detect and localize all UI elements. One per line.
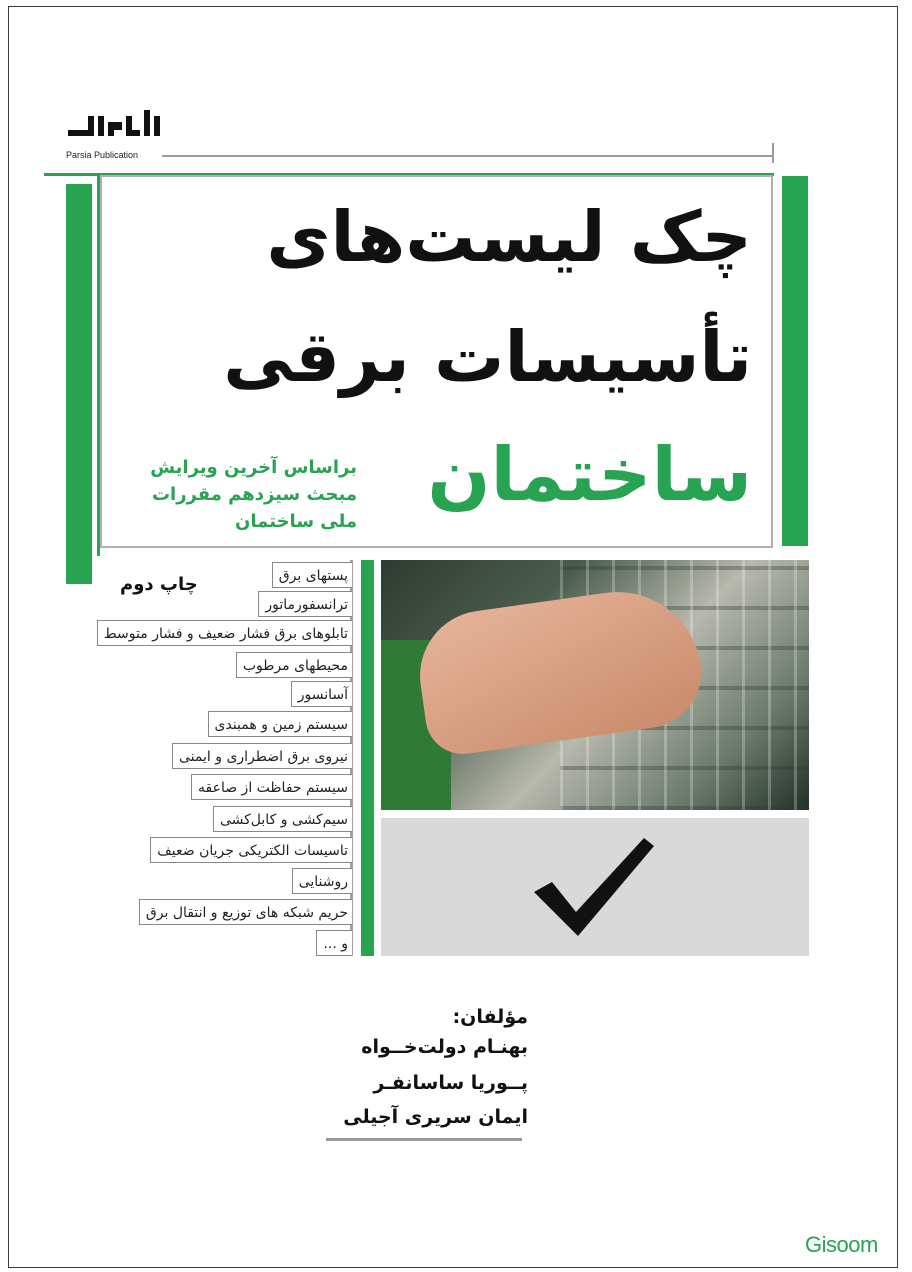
topic-tag: سیم‌کشی و کابل‌کشی <box>213 806 352 832</box>
edition-label: چاپ دوم <box>120 574 198 595</box>
author-name: ایمان سریری آجیلی <box>343 1106 528 1128</box>
subtitle-line: ملی ساختمان <box>235 511 357 532</box>
checkmark-icon <box>520 832 660 942</box>
author-name: بهنـام دولت‌خــواه <box>361 1036 528 1058</box>
topic-tag: و ... <box>316 930 352 956</box>
topic-tag: حریم شبکه های توزیع و انتقال برق <box>139 899 352 925</box>
topic-tag: سیستم حفاظت از صاعقه <box>191 774 352 800</box>
green-bar-mid <box>361 560 374 956</box>
topic-tag: آسانسور <box>291 681 352 707</box>
topic-tag: سیستم زمین و همبندی <box>208 711 352 737</box>
topic-tag: تاسیسات الکتریکی جریان ضعیف <box>150 837 352 863</box>
watermark: Gisoom <box>805 1232 878 1257</box>
green-bar-right <box>782 176 808 546</box>
divider <box>326 1138 522 1141</box>
topic-tag: محیطهای مرطوب <box>236 652 352 678</box>
topic-tag: نیروی برق اضطراری و ایمنی <box>172 743 352 769</box>
divider <box>772 143 774 163</box>
subtitle <box>150 454 357 535</box>
publisher-logo-icon <box>66 102 162 146</box>
subtitle-line: مبحث سیزدهم مقررات <box>151 484 357 505</box>
topic-tag: ترانسفورماتور <box>258 591 352 617</box>
divider <box>162 155 774 157</box>
book-title-line1: چک لیست‌های <box>266 196 752 278</box>
book-title-line3: ساختمان <box>427 432 752 518</box>
topic-tag: پستهای برق <box>272 562 352 588</box>
author-name: پــوریا ساسانفـر <box>373 1072 528 1094</box>
subtitle-line: براساس آخرین ویرایش <box>150 457 357 478</box>
green-bar-left <box>66 184 92 584</box>
publisher-name: Parsia Publication <box>66 150 139 160</box>
authors-label: مؤلفان: <box>452 1006 528 1028</box>
topic-tag: تابلوهای برق فشار ضعیف و فشار متوسط <box>97 620 352 646</box>
book-title-line2: تأسیسات برقی <box>223 316 752 398</box>
topic-tag: روشنایی <box>292 868 352 894</box>
